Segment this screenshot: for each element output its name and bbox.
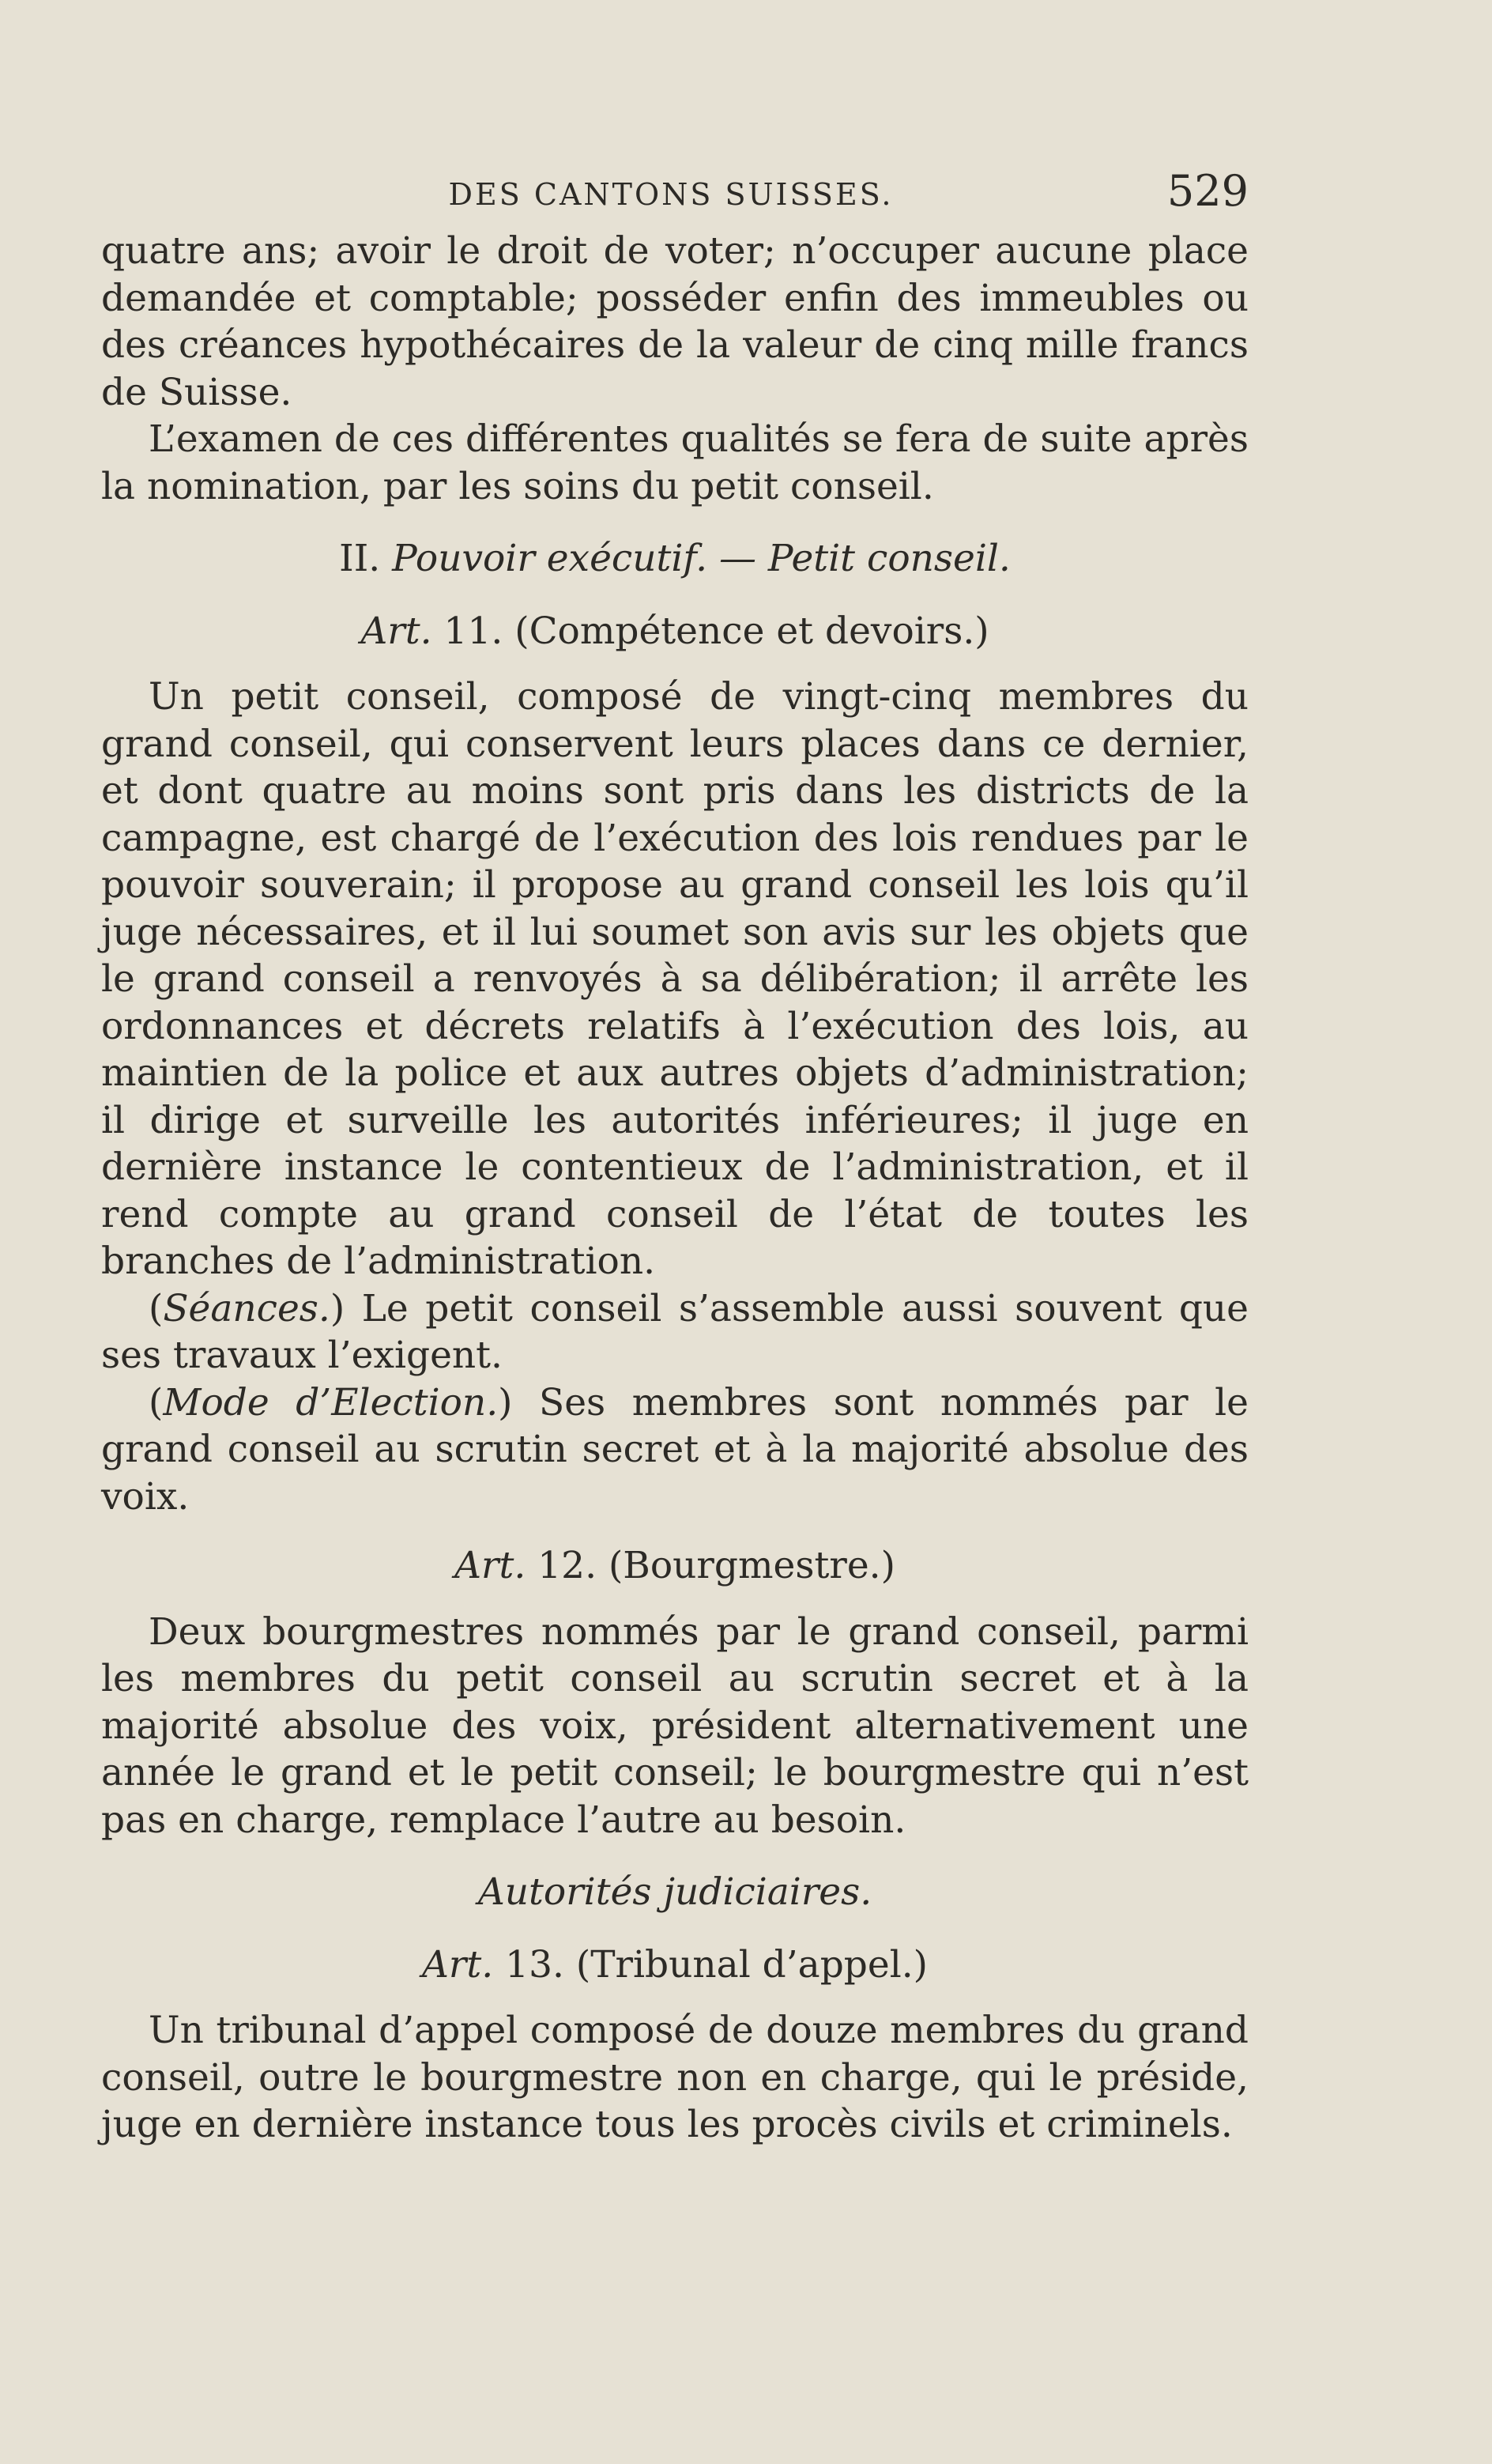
article-heading-13	[101, 1941, 1249, 1989]
section-heading-judicial	[101, 1869, 1249, 1916]
article-title: 13. (Tribunal d’appel.)	[505, 1942, 929, 1987]
mode-election-text: ) Ses membres sont nommés par le grand conseil au scrutin secret et à la majorité absolue des voix.	[101, 1380, 1249, 1519]
page-number: 529	[1166, 166, 1249, 216]
article-heading-11	[101, 608, 1249, 655]
section-heading-executive	[101, 535, 1249, 583]
seances-text: ) Le petit conseil s’assemble aussi souvent que ses travaux l’exigent.	[101, 1286, 1249, 1377]
paragraph-examination: L’examen de ces différentes qualités se fera de suite après la nomination, par les soins du petit conseil.	[101, 417, 1249, 508]
section-number: II.	[339, 537, 381, 580]
paren-open: (	[149, 1286, 164, 1330]
article-title: 11. (Compétence et devoirs.)	[443, 609, 989, 653]
paragraph-seances	[101, 1285, 1249, 1379]
section-title: Autorités judiciaires.	[477, 1870, 872, 1914]
article-heading-12	[101, 1542, 1249, 1590]
subheading-mode-election: Mode d’Election.	[163, 1380, 499, 1424]
running-head: DES CANTONS SUISSES.	[448, 177, 894, 212]
paragraph-mode-election	[101, 1379, 1249, 1521]
text-block	[101, 166, 1249, 2149]
article-title: 12. (Bourgmestre.)	[537, 1544, 895, 1587]
article-label: Art.	[421, 1942, 494, 1987]
paragraph-bourgmestres: Deux bourgmestres nommés par le grand conseil, parmi les membres du petit conseil au scrutin secret et à la majorité absolue des voix, président alternativement une année le grand et le petit conseil; le bourgmestre qui n’est pas en charge, remplace l’autre au besoin.	[101, 1609, 1249, 1842]
paren-open: (	[149, 1380, 164, 1424]
article-label: Art.	[454, 1544, 526, 1587]
page-header	[101, 166, 1249, 217]
paragraph-petit-conseil: Un petit conseil, composé de vingt-cinq membres du grand conseil, qui conservent leurs places dans ce dernier, et dont quatre au moins sont pris dans les districts de la campagne, est chargé de l’exécution des lois rendues par le pouvoir souverain; il propose au grand conseil les lois qu’il juge nécessaires, et il lui soumet son avis sur les objets que le grand conseil a renvoyés à sa délibération; il arrête les ordonnances et décrets relatifs à l’exécution des lois, au maintien de la police et aux autres objets d’administration; il dirige et surveille les autorités inférieures; il juge en dernière instance le contentieux de l’administration, et il rend compte au grand conseil de l’état de toutes les branches de l’administration.	[101, 675, 1249, 1283]
section-title: Pouvoir exécutif. — Petit conseil.	[392, 537, 1011, 580]
article-label: Art.	[360, 609, 432, 653]
paragraph-tribunal: Un tribunal d’appel composé de douze membres du grand conseil, outre le bourgmestre non en charge, qui le préside, juge en dernière instance tous les procès civils et criminels.	[101, 2009, 1249, 2146]
subheading-seances: Séances.	[163, 1286, 330, 1330]
paragraph-eligibility: quatre ans; avoir le droit de voter; n’occuper aucune place demandée et comptable; posséder enfin des immeubles ou des créances hypothécaires de la valeur de cinq mille francs de Suisse.	[101, 229, 1249, 414]
